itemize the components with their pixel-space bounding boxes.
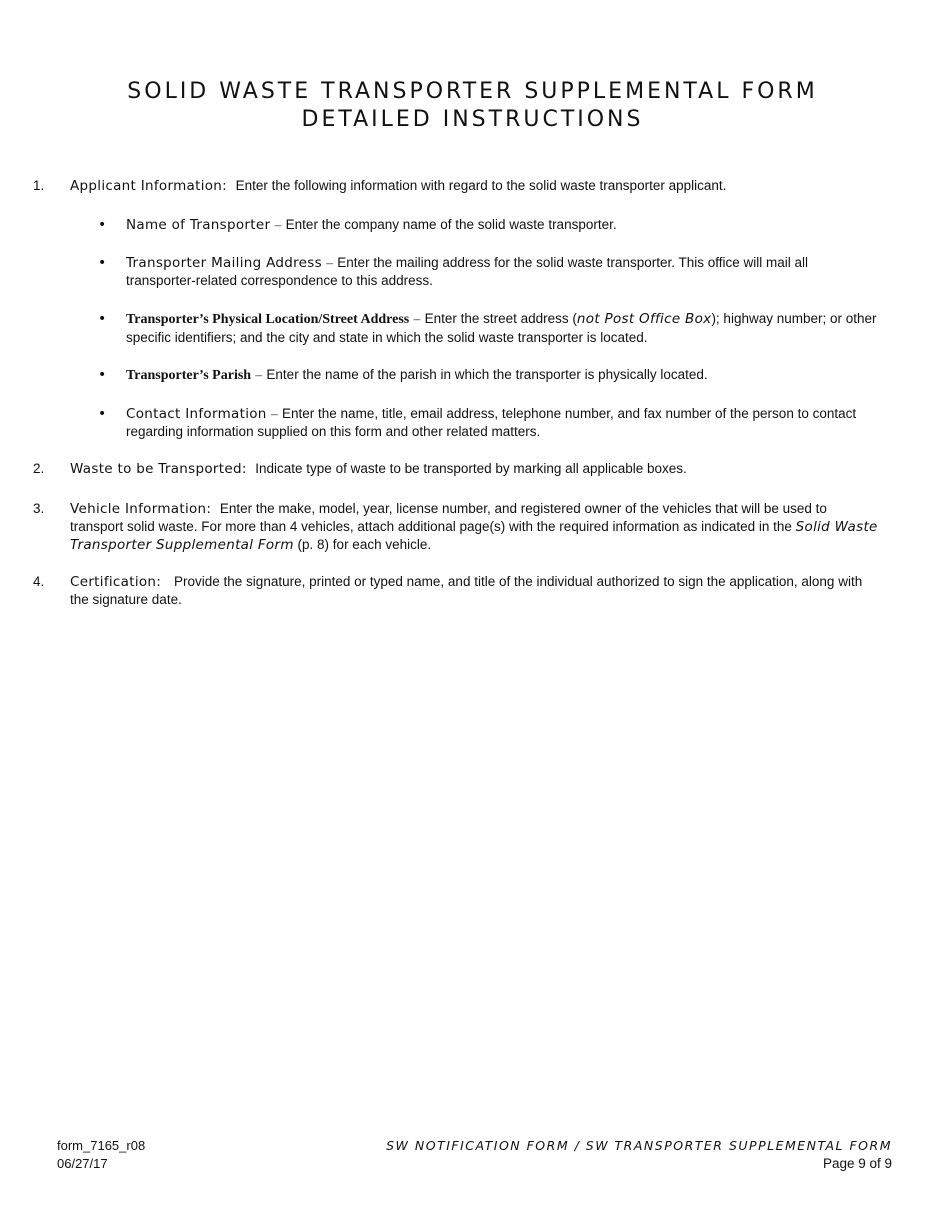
dash-separator: – (255, 367, 263, 382)
section-text-italic: Solid Waste Transporter Supplemental Form (70, 519, 878, 553)
bullet-icon: • (98, 255, 107, 271)
bullet-text: Enter the name, title, email address, telephone number, and fax number of the person to contact regarding information supplied on this form and other related matters. (126, 406, 857, 439)
page-title: SOLID WASTE TRANSPORTER SUPPLEMENTAL FORM (127, 79, 818, 104)
bullet-label: Contact Information (126, 406, 267, 422)
section-waste-to-be-transported (33, 460, 883, 478)
section-label: Applicant Information: (70, 178, 228, 194)
page-number: Page 9 of 9 (822, 1156, 892, 1171)
dash-separator: – (270, 406, 278, 421)
section-number: 3. (33, 501, 45, 516)
section-applicant-information (33, 177, 883, 195)
bullet-icon: • (98, 406, 107, 422)
section-text-before: Enter the make, model, year, license number, and registered owner of the vehicles that will be used to transport solid waste. For more than 4 vehicles, attach additional page(s) with the required information as indicated in the (70, 501, 827, 534)
bullet-label: Name of Transporter (126, 217, 271, 233)
list-item-mailing-address (98, 254, 878, 290)
bullet-text-italic: not Post Office Box (576, 311, 712, 327)
section-text: Provide the signature, printed or typed name, and title of the individual authorized to sign the application, along with the signature date. (70, 574, 863, 607)
section-label: Certification: (70, 574, 162, 590)
footer-form-id: form_7165_r08 (57, 1138, 146, 1153)
footer-form-title: SW NOTIFICATION FORM / SW TRANSPORTER SUPPLEMENTAL FORM (386, 1138, 892, 1153)
bullet-text: Enter the name of the parish in which the transporter is physically located. (266, 367, 708, 382)
section-label: Vehicle Information: (70, 501, 212, 517)
section-number: 4. (33, 574, 45, 589)
bullet-label: Transporter’s Parish (126, 368, 252, 383)
footer-left (57, 1137, 145, 1173)
bullet-text-before: Enter the street address ( (424, 311, 577, 326)
bullet-text: Enter the mailing address for the solid waste transporter. This office will mail all transporter-related correspondence to this address. (126, 255, 809, 288)
section-text: Enter the following information with regard to the solid waste transporter applicant. (235, 178, 727, 193)
bullet-label: Transporter’s Physical Location/Street Address (126, 312, 410, 327)
dash-separator: – (326, 255, 333, 270)
footer-date: 06/27/17 (57, 1156, 108, 1171)
section-vehicle-information (33, 500, 883, 554)
bullet-icon: • (98, 311, 107, 327)
list-item-contact-information (98, 405, 878, 441)
list-item-name-of-transporter (98, 216, 878, 234)
list-item-physical-location (98, 310, 878, 347)
bullet-icon: • (98, 367, 107, 383)
page-subtitle: DETAILED INSTRUCTIONS (301, 107, 644, 132)
bullet-text: Enter the company name of the solid waste transporter. (285, 217, 617, 232)
dash-separator: – (413, 311, 421, 326)
bullet-label: Transporter Mailing Address (126, 255, 322, 271)
section-text: Indicate type of waste to be transported by marking all applicable boxes. (255, 461, 687, 476)
footer-right (386, 1137, 892, 1173)
section-number: 2. (33, 461, 45, 476)
section-certification (33, 573, 883, 609)
list-item-parish (98, 366, 878, 385)
section-text-after: (p. 8) for each vehicle. (293, 537, 432, 552)
dash-separator: – (274, 217, 282, 232)
bullet-text-after: ); highway number; or other specific identifiers; and the city and state in which the solid waste transporter is located. (126, 311, 877, 345)
section-number: 1. (33, 178, 45, 193)
section-label: Waste to be Transported: (70, 461, 247, 477)
bullet-icon: • (98, 217, 107, 233)
